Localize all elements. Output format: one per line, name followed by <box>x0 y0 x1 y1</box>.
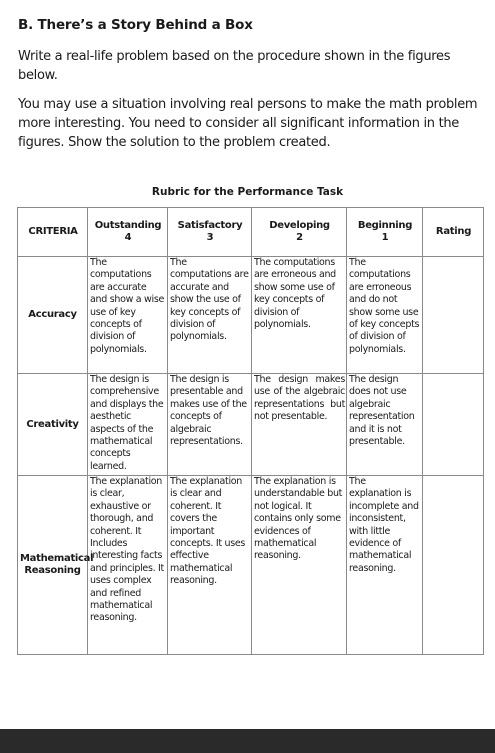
creativity-beginning: The design does not use algebraic representation and it is not presentable. <box>347 374 423 476</box>
reasoning-rating <box>423 476 484 655</box>
creativity-outstanding: The design is comprehensive and displays the aesthetic aspects of the mathematical concepts learned. <box>88 374 168 476</box>
creativity-rating <box>423 374 484 476</box>
reasoning-developing: The explanation is understandable but not logical. It contains only some evidences of mathematical reasoning. <box>252 476 347 655</box>
rubric-title: Rubric for the Performance Task <box>151 186 344 198</box>
accuracy-beginning: The computations are erroneous and do not show some use of key concepts of division of polynomials. <box>347 257 423 374</box>
header-satisfactory <box>168 208 252 257</box>
header-beginning-label: Beginning <box>357 220 413 231</box>
header-outstanding <box>88 208 168 257</box>
accuracy-satisfactory: The computations are accurate and show the use of key concepts of division of polynomials. <box>168 257 252 374</box>
accuracy-developing: The computations are erroneous and show some use of key concepts of division of polynomials. <box>252 257 347 374</box>
reasoning-outstanding: The explanation is clear, exhaustive or thorough, and coherent. It Includes interesting facts and principles. It uses complex and refined mathematical reasoning. <box>88 476 168 655</box>
section-heading: B. There’s a Story Behind a Box <box>18 17 253 33</box>
creativity-satisfactory: The design is presentable and makes use of the concepts of algebraic representations. <box>168 374 252 476</box>
header-criteria: CRITERIA <box>18 208 88 257</box>
header-developing-label: Developing <box>269 220 330 231</box>
accuracy-rating <box>423 257 484 374</box>
criterion-mathematical-reasoning: Mathematical Reasoning <box>18 476 88 655</box>
header-beginning-score: 1 <box>381 232 389 243</box>
reasoning-beginning: The explanation is incomplete and inconsistent, with little evidence of mathematical reasoning. <box>347 476 423 655</box>
reasoning-satisfactory: The explanation is clear and coherent. It covers the important concepts. It uses effective mathematical reasoning. <box>168 476 252 655</box>
creativity-developing: The design makes use of the algebraic representations but not presentable. <box>252 374 347 476</box>
header-satisfactory-label: Satisfactory <box>177 220 243 231</box>
rubric-table <box>17 207 484 655</box>
instruction-paragraph-1: Write a real-life problem based on the procedure shown in the figures below. <box>18 49 451 83</box>
rubric-row-creativity <box>18 374 484 476</box>
header-satisfactory-score: 3 <box>206 232 214 243</box>
bottom-bar <box>0 729 495 753</box>
header-developing-score: 2 <box>296 232 303 243</box>
header-outstanding-score: 4 <box>124 232 132 243</box>
rubric-row-accuracy <box>18 257 484 374</box>
header-developing <box>252 208 347 257</box>
instructions <box>18 47 480 162</box>
criterion-accuracy: Accuracy <box>18 257 88 374</box>
rubric-header-row <box>18 208 484 257</box>
accuracy-outstanding: The computations are accurate and show a wise use of key concepts of division of polynomials. <box>88 257 168 374</box>
header-rating: Rating <box>423 208 484 257</box>
instruction-paragraph-2: You may use a situation involving real persons to make the math problem more interesting. You need to consider all significant information in the figures. Show the solution to the problem created. <box>18 97 478 150</box>
header-outstanding-label: Outstanding <box>94 220 162 231</box>
header-beginning <box>347 208 423 257</box>
rubric-row-mathematical-reasoning <box>18 476 484 655</box>
criterion-creativity: Creativity <box>18 374 88 476</box>
